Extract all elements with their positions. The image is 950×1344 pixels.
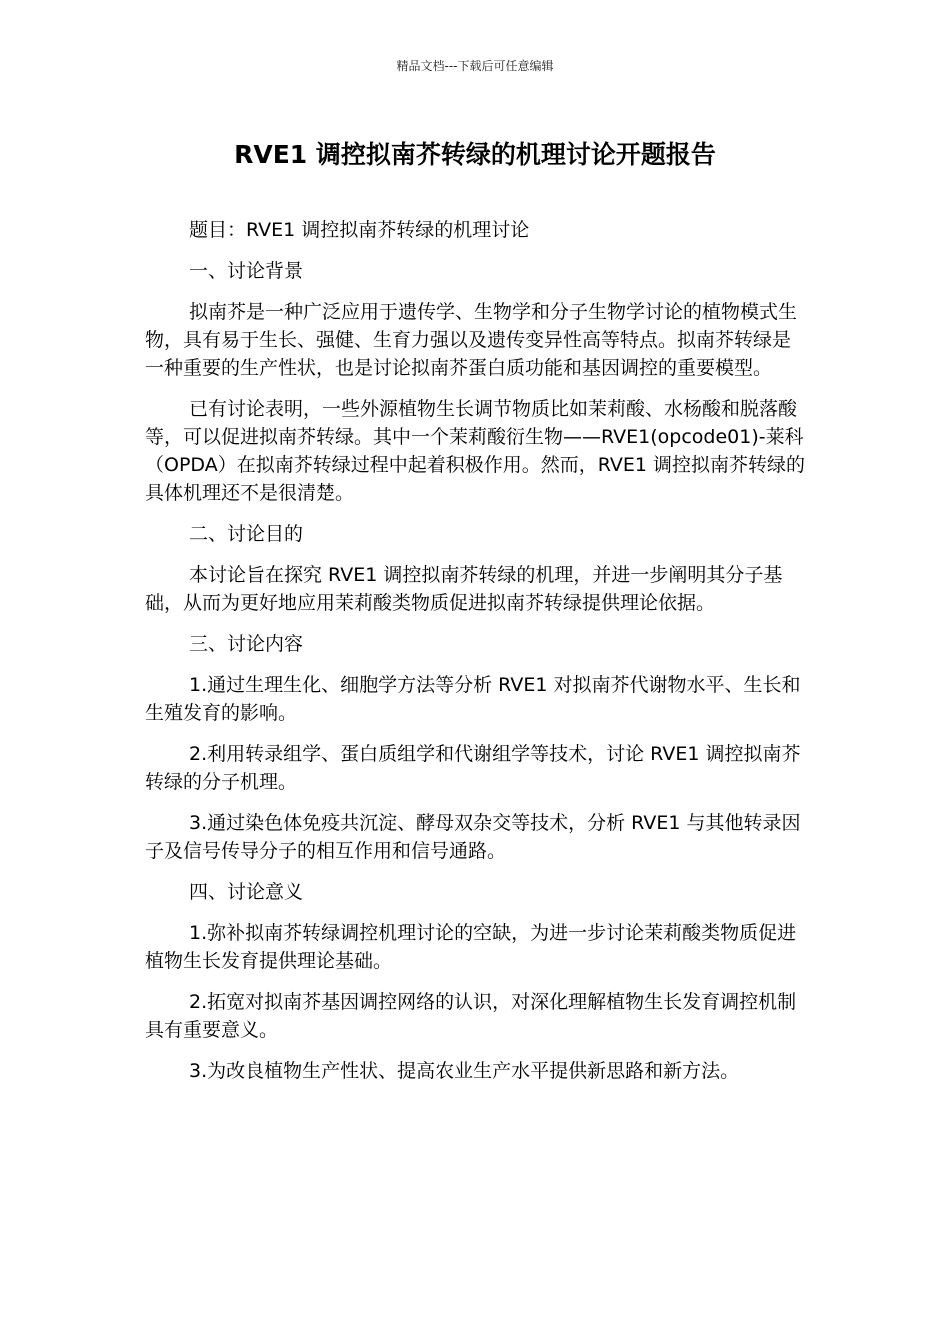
section-heading-content: 三、讨论内容 [189, 633, 304, 655]
significance-item-1: 1.弥补拟南芥转绿调控机理讨论的空缺，为进一步讨论茉莉酸类物质促进植物生长发育提供理论基础。 [145, 922, 797, 972]
content-item-1: 1.通过生理生化、细胞学方法等分析 RVE1 对拟南芥代谢物水平、生长和生殖发育的影响。 [145, 674, 801, 724]
content-item-3: 3.通过染色体免疫共沉淀、酵母双杂交等技术，分析 RVE1 与其他转录因子及信号传导分子的相互作用和信号通路。 [145, 812, 801, 862]
background-paragraph-1: 拟南芥是一种广泛应用于遗传学、生物学和分子生物学讨论的植物模式生物，具有易于生长、强健、生育力强以及遗传变异性高等特点。拟南芥转绿是一种重要的生产性状，也是讨论拟南芥蛋白质功能和基因调控的重要模型。 [145, 301, 798, 379]
section-heading-significance: 四、讨论意义 [189, 881, 304, 903]
header-note: 精品文档---下载后可任意编辑 [396, 59, 554, 73]
section-heading-purpose: 二、讨论目的 [189, 523, 304, 545]
purpose-paragraph-1: 本讨论旨在探究 RVE1 调控拟南芥转绿的机理，并进一步阐明其分子基础，从而为更好地应用茉莉酸类物质促进拟南芥转绿提供理论依据。 [145, 564, 783, 614]
document-body [145, 216, 805, 1098]
content-item-2: 2.利用转录组学、蛋白质组学和代谢组学等技术，讨论 RVE1 调控拟南芥转绿的分子机理。 [145, 743, 801, 793]
significance-item-3: 3.为改良植物生产性状、提高农业生产水平提供新思路和新方法。 [189, 1060, 740, 1082]
document-title: RVE1 调控拟南芥转绿的机理讨论开题报告 [234, 140, 716, 169]
topic-line: 题目：RVE1 调控拟南芥转绿的机理讨论 [189, 219, 530, 241]
background-paragraph-2: 已有讨论表明，一些外源植物生长调节物质比如茉莉酸、水杨酸和脱落酸等，可以促进拟南芥转绿。其中一个茉莉酸衍生物——RVE1(opcode01)-莱科（OPDA）在拟南芥转绿过程中起着积极作用。然而，RVE1 调控拟南芥转绿的具体机理还不是很清楚。 [145, 398, 806, 504]
section-heading-background: 一、讨论背景 [189, 260, 304, 282]
significance-item-2: 2.拓宽对拟南芥基因调控网络的认识，对深化理解植物生长发育调控机制具有重要意义。 [145, 991, 797, 1041]
